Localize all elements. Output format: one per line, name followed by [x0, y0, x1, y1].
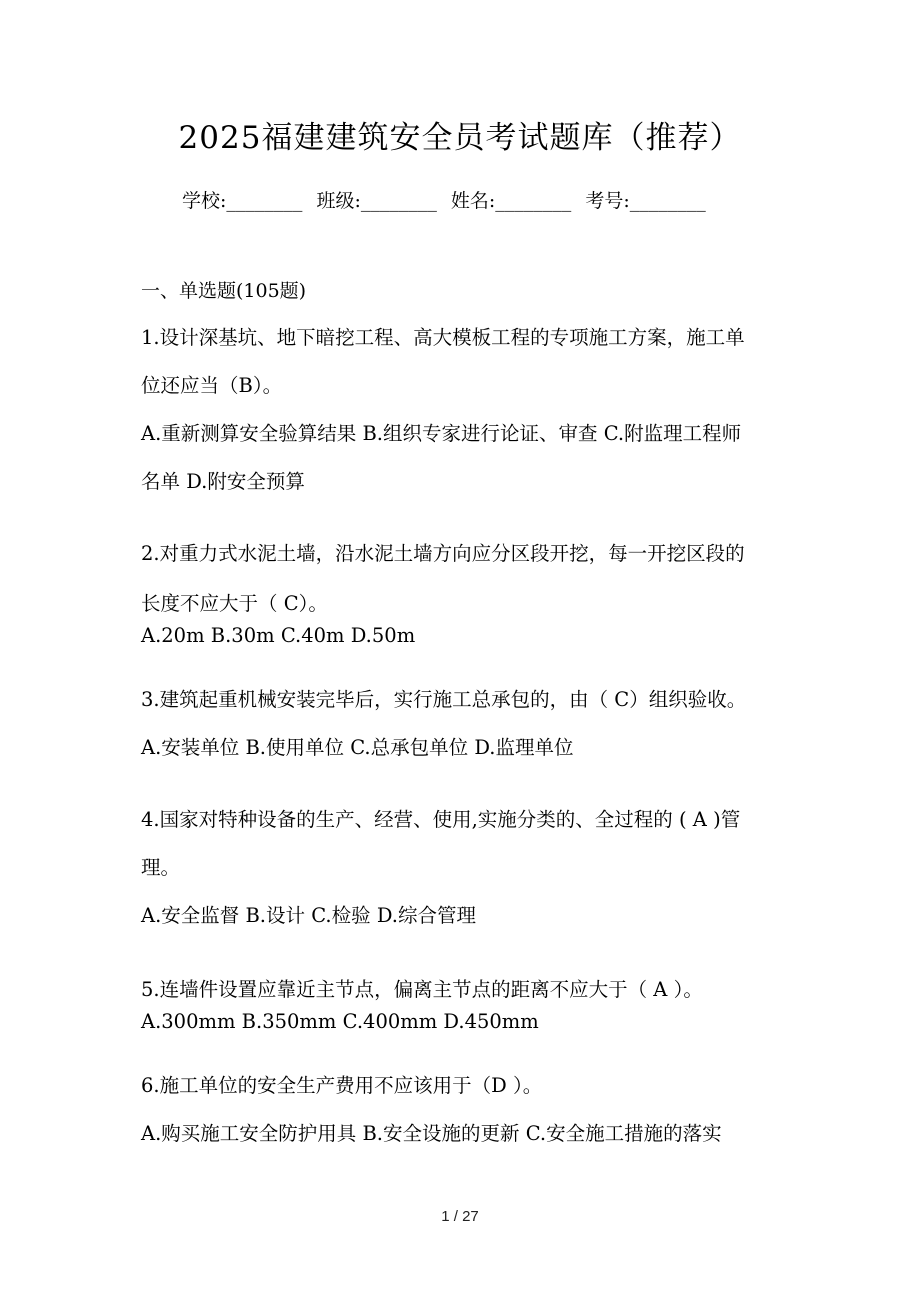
exam-number-field: 考号:________ [585, 190, 706, 212]
document-title: 2025福建建筑安全员考试题库（推荐） [178, 120, 742, 156]
question-4-options: A.安全监督 B.设计 C.检验 D.综合管理 [141, 904, 476, 927]
question-1-text-cont: 位还应当（B）。 [141, 374, 283, 397]
question-5-options: A.300mm B.350mm C.400mm D.450mm [141, 1010, 539, 1033]
question-1-options: A.重新测算安全验算结果 B.组织专家进行论证、审查 C.附监理工程师 [141, 422, 742, 445]
question-3-text: 3.建筑起重机械安装完毕后，实行施工总承包的，由（ C）组织验收。 [141, 688, 747, 711]
school-field: 学校:________ [182, 190, 303, 212]
question-2-options: A.20m B.30m C.40m D.50m [141, 624, 416, 647]
student-info-row [182, 186, 714, 213]
question-1-text: 1.设计深基坑、地下暗挖工程、高大模板工程的专项施工方案，施工单 [141, 326, 745, 349]
question-1-options-cont: 名单 D.附安全预算 [141, 470, 305, 493]
question-2-text: 2.对重力式水泥土墙，沿水泥土墙方向应分区段开挖，每一开挖区段的 [141, 542, 745, 565]
question-5-text: 5.连墙件设置应靠近主节点，偏离主节点的距离不应大于（ A ）。 [141, 978, 703, 1001]
page-number: 1 / 27 [441, 1208, 479, 1225]
section-heading: 一、单选题(105题) [141, 280, 307, 302]
question-2-text-cont: 长度不应大于（ C）。 [141, 592, 328, 615]
question-4-text-cont: 理。 [141, 856, 181, 879]
question-4-text: 4.国家对特种设备的生产、经营、使用,实施分类的、全过程的 ( A )管 [141, 808, 741, 831]
question-6-options: A.购买施工安全防护用具 B.安全设施的更新 C.安全施工措施的落实 [141, 1122, 722, 1145]
name-field: 姓名:________ [450, 190, 572, 212]
question-3-options: A.安装单位 B.使用单位 C.总承包单位 D.监理单位 [141, 736, 574, 759]
class-field: 班级:________ [316, 190, 437, 212]
question-6-text: 6.施工单位的安全生产费用不应该用于（D ）。 [141, 1074, 543, 1097]
